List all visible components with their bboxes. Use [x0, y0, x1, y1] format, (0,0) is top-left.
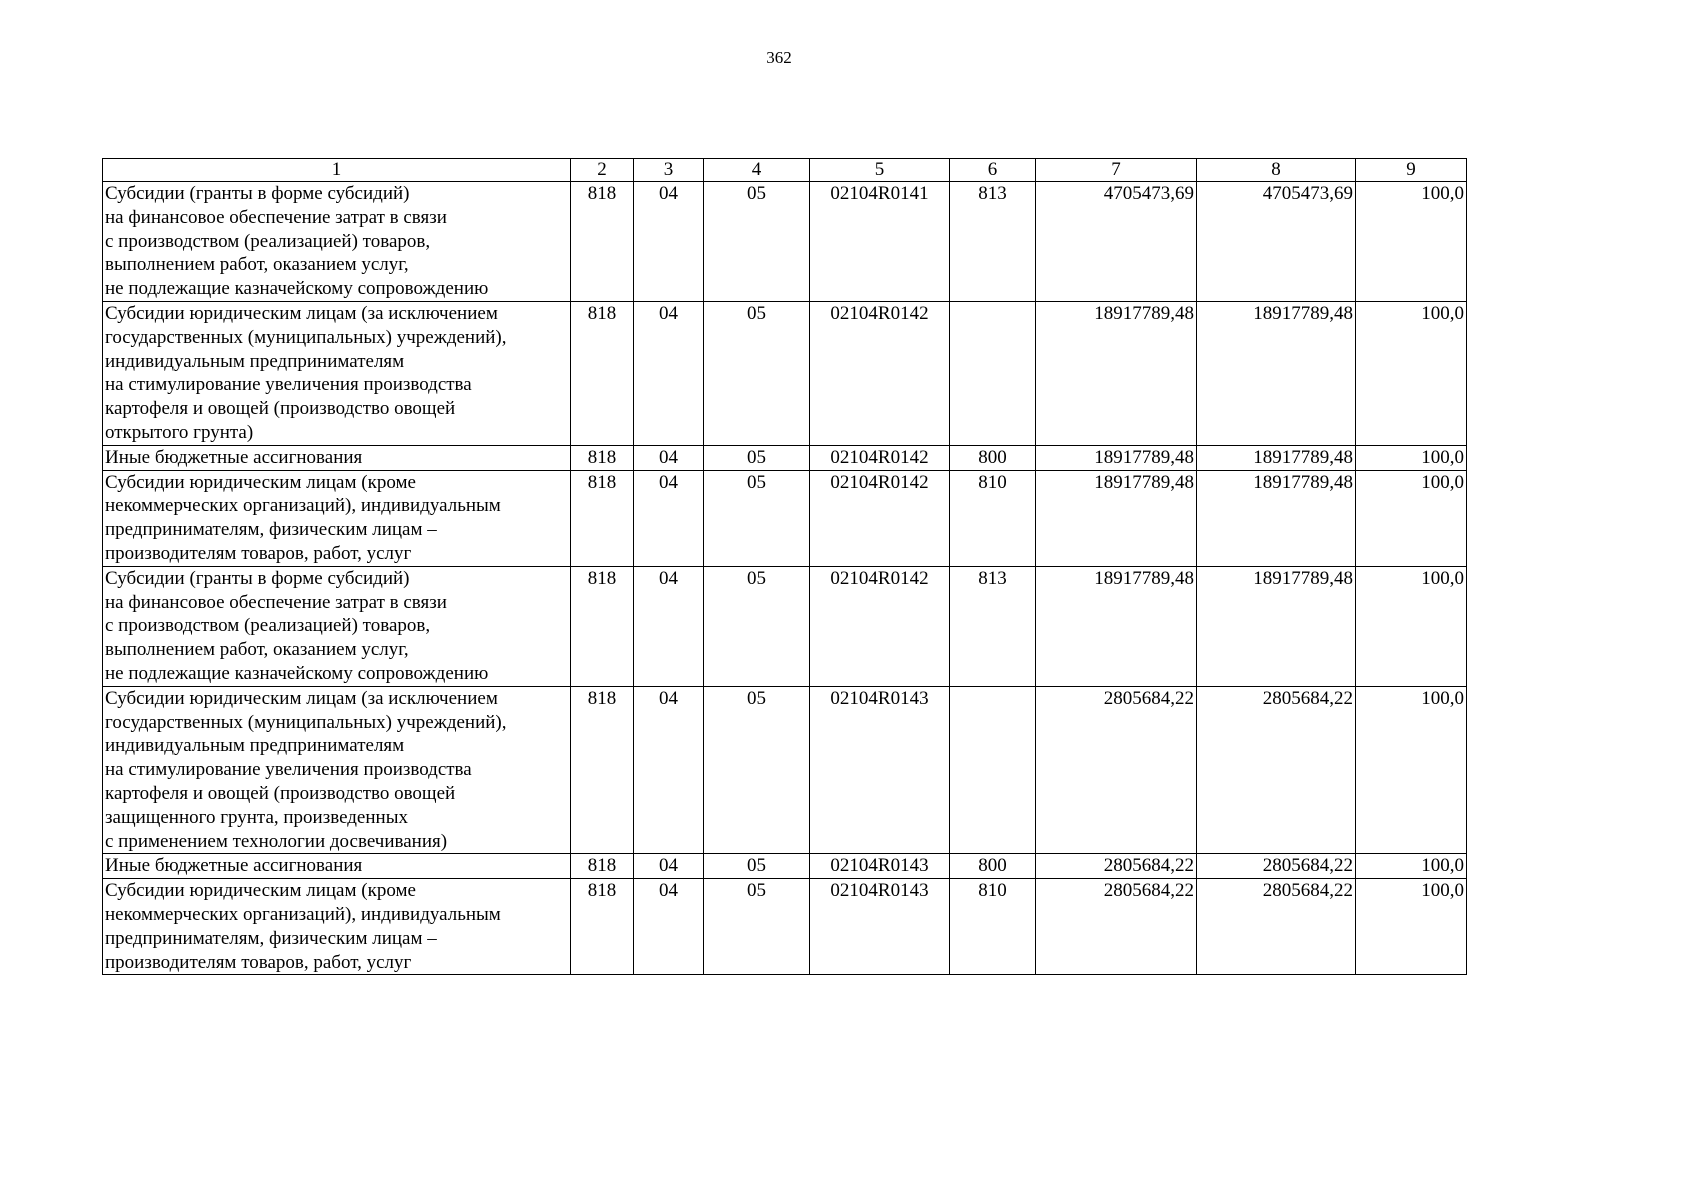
row-executed-amount: 18917789,48 [1197, 470, 1356, 566]
row-description: Субсидии (гранты в форме субсидий) на финансовое обеспечение затрат в связи с производством (реализацией) товаров, выполнением работ, оказанием услуг, не подлежащие казначейскому сопровождению [103, 566, 571, 686]
row-admin-code: 818 [571, 182, 634, 302]
row-admin-code: 818 [571, 445, 634, 470]
row-section-code: 04 [634, 182, 704, 302]
page-number: 362 [766, 48, 792, 67]
row-section-code: 04 [634, 470, 704, 566]
header-cell: 6 [950, 159, 1036, 182]
row-expense-type: 813 [950, 182, 1036, 302]
header-cell: 8 [1197, 159, 1356, 182]
row-planned-amount: 2805684,22 [1036, 686, 1197, 854]
header-cell: 1 [103, 159, 571, 182]
row-section-code: 04 [634, 879, 704, 975]
row-expense-type: 800 [950, 445, 1036, 470]
row-admin-code: 818 [571, 854, 634, 879]
row-expense-type: 810 [950, 879, 1036, 975]
row-section-code: 04 [634, 566, 704, 686]
row-planned-amount: 2805684,22 [1036, 854, 1197, 879]
table-row [103, 301, 1467, 445]
row-planned-amount: 18917789,48 [1036, 470, 1197, 566]
row-execution-percent: 100,0 [1356, 879, 1467, 975]
row-description: Субсидии (гранты в форме субсидий) на финансовое обеспечение затрат в связи с производством (реализацией) товаров, выполнением работ, оказанием услуг, не подлежащие казначейскому сопровождению [103, 182, 571, 302]
row-expense-type: 810 [950, 470, 1036, 566]
row-admin-code: 818 [571, 566, 634, 686]
row-description: Субсидии юридическим лицам (кроме некоммерческих организаций), индивидуальным предпринимателям, физическим лицам – производителям товаров, работ, услуг [103, 470, 571, 566]
row-description: Субсидии юридическим лицам (за исключением государственных (муниципальных) учреждений), индивидуальным предпринимателям на стимулирование увеличения производства картофеля и овощей (производство овощей открытого грунта) [103, 301, 571, 445]
row-planned-amount: 4705473,69 [1036, 182, 1197, 302]
row-execution-percent: 100,0 [1356, 686, 1467, 854]
row-section-code: 04 [634, 686, 704, 854]
header-cell: 3 [634, 159, 704, 182]
row-target-article: 02104R0142 [810, 445, 950, 470]
table-row [103, 182, 1467, 302]
header-cell: 4 [704, 159, 810, 182]
row-target-article: 02104R0141 [810, 182, 950, 302]
row-executed-amount: 2805684,22 [1197, 854, 1356, 879]
table-row [103, 566, 1467, 686]
row-subsection-code: 05 [704, 854, 810, 879]
row-description: Субсидии юридическим лицам (кроме некоммерческих организаций), индивидуальным предпринимателям, физическим лицам – производителям товаров, работ, услуг [103, 879, 571, 975]
row-subsection-code: 05 [704, 566, 810, 686]
header-cell: 5 [810, 159, 950, 182]
row-section-code: 04 [634, 854, 704, 879]
row-executed-amount: 18917789,48 [1197, 566, 1356, 686]
row-expense-type [950, 301, 1036, 445]
row-expense-type: 813 [950, 566, 1036, 686]
header-cell: 7 [1036, 159, 1197, 182]
table-row [103, 879, 1467, 975]
row-expense-type [950, 686, 1036, 854]
budget-table [102, 158, 1467, 975]
row-target-article: 02104R0143 [810, 879, 950, 975]
row-description: Иные бюджетные ассигнования [103, 854, 571, 879]
table-body [103, 159, 1467, 975]
header-cell: 2 [571, 159, 634, 182]
row-target-article: 02104R0143 [810, 686, 950, 854]
row-planned-amount: 2805684,22 [1036, 879, 1197, 975]
row-admin-code: 818 [571, 686, 634, 854]
row-subsection-code: 05 [704, 301, 810, 445]
row-execution-percent: 100,0 [1356, 301, 1467, 445]
row-admin-code: 818 [571, 470, 634, 566]
row-target-article: 02104R0142 [810, 470, 950, 566]
row-admin-code: 818 [571, 879, 634, 975]
row-execution-percent: 100,0 [1356, 445, 1467, 470]
row-description: Субсидии юридическим лицам (за исключением государственных (муниципальных) учреждений), индивидуальным предпринимателям на стимулирование увеличения производства картофеля и овощей (производство овощей защищенного грунта, произведенных с применением технологии досвечивания) [103, 686, 571, 854]
row-execution-percent: 100,0 [1356, 854, 1467, 879]
table-row [103, 470, 1467, 566]
row-executed-amount: 4705473,69 [1197, 182, 1356, 302]
row-executed-amount: 2805684,22 [1197, 879, 1356, 975]
row-execution-percent: 100,0 [1356, 182, 1467, 302]
row-target-article: 02104R0142 [810, 566, 950, 686]
row-subsection-code: 05 [704, 182, 810, 302]
row-planned-amount: 18917789,48 [1036, 445, 1197, 470]
row-section-code: 04 [634, 301, 704, 445]
row-subsection-code: 05 [704, 686, 810, 854]
row-subsection-code: 05 [704, 445, 810, 470]
row-execution-percent: 100,0 [1356, 470, 1467, 566]
row-execution-percent: 100,0 [1356, 566, 1467, 686]
row-planned-amount: 18917789,48 [1036, 566, 1197, 686]
header-cell: 9 [1356, 159, 1467, 182]
row-admin-code: 818 [571, 301, 634, 445]
row-subsection-code: 05 [704, 879, 810, 975]
row-expense-type: 800 [950, 854, 1036, 879]
row-target-article: 02104R0142 [810, 301, 950, 445]
header-row [103, 159, 1467, 182]
row-planned-amount: 18917789,48 [1036, 301, 1197, 445]
row-subsection-code: 05 [704, 470, 810, 566]
row-target-article: 02104R0143 [810, 854, 950, 879]
row-executed-amount: 18917789,48 [1197, 445, 1356, 470]
table-row [103, 854, 1467, 879]
row-executed-amount: 2805684,22 [1197, 686, 1356, 854]
table-row [103, 445, 1467, 470]
table-row [103, 686, 1467, 854]
row-section-code: 04 [634, 445, 704, 470]
row-description: Иные бюджетные ассигнования [103, 445, 571, 470]
row-executed-amount: 18917789,48 [1197, 301, 1356, 445]
